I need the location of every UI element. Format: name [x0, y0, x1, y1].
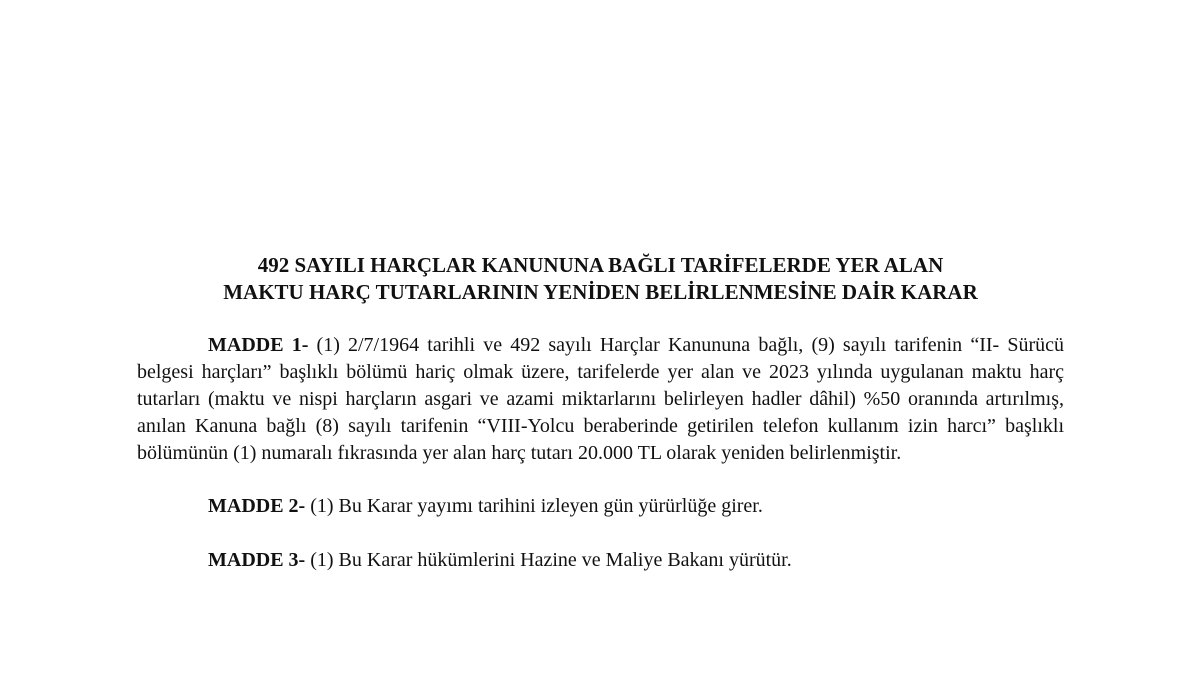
article-3 — [137, 547, 1064, 574]
article-2-text: (1) Bu Karar yayımı tarihini izleyen gün yürürlüğe girer. — [310, 495, 763, 517]
article-3-text: (1) Bu Karar hükümlerini Hazine ve Maliye Bakanı yürütür. — [310, 549, 792, 571]
document-title-line-2: MAKTU HARÇ TUTARLARININ YENİDEN BELİRLENMESİNE DAİR KARAR — [223, 280, 978, 304]
article-2 — [137, 493, 1064, 520]
decree-document — [137, 252, 1064, 574]
article-1-heading: MADDE 1- — [208, 334, 309, 356]
article-2-heading: MADDE 2- — [208, 495, 306, 517]
article-3-heading: MADDE 3- — [208, 549, 306, 571]
document-title — [137, 252, 1064, 306]
document-title-line-1: 492 SAYILI HARÇLAR KANUNUNA BAĞLI TARİFELERDE YER ALAN — [257, 253, 944, 277]
article-1 — [137, 332, 1064, 467]
article-1-text: (1) 2/7/1964 tarihli ve 492 sayılı Harçlar Kanununa bağlı, (9) sayılı tarifenin “II- Sürücü belgesi harçları” başlıklı bölümü hariç olmak üzere, tarifelerde yer alan ve 2023 yılında uygulanan maktu harç tutarları (maktu ve nispi harçların asgari ve azami miktarlarını belirleyen hadler dâhil) %50 oranında artırılmış, anılan Kanuna bağlı (8) sayılı tarifenin “VIII-Yolcu beraberinde getirilen telefon kullanım izin harcı” başlıklı bölümünün (1) numaralı fıkrasında yer alan harç tutarı 20.000 TL olarak yeniden belirlenmiştir. — [137, 334, 1064, 464]
